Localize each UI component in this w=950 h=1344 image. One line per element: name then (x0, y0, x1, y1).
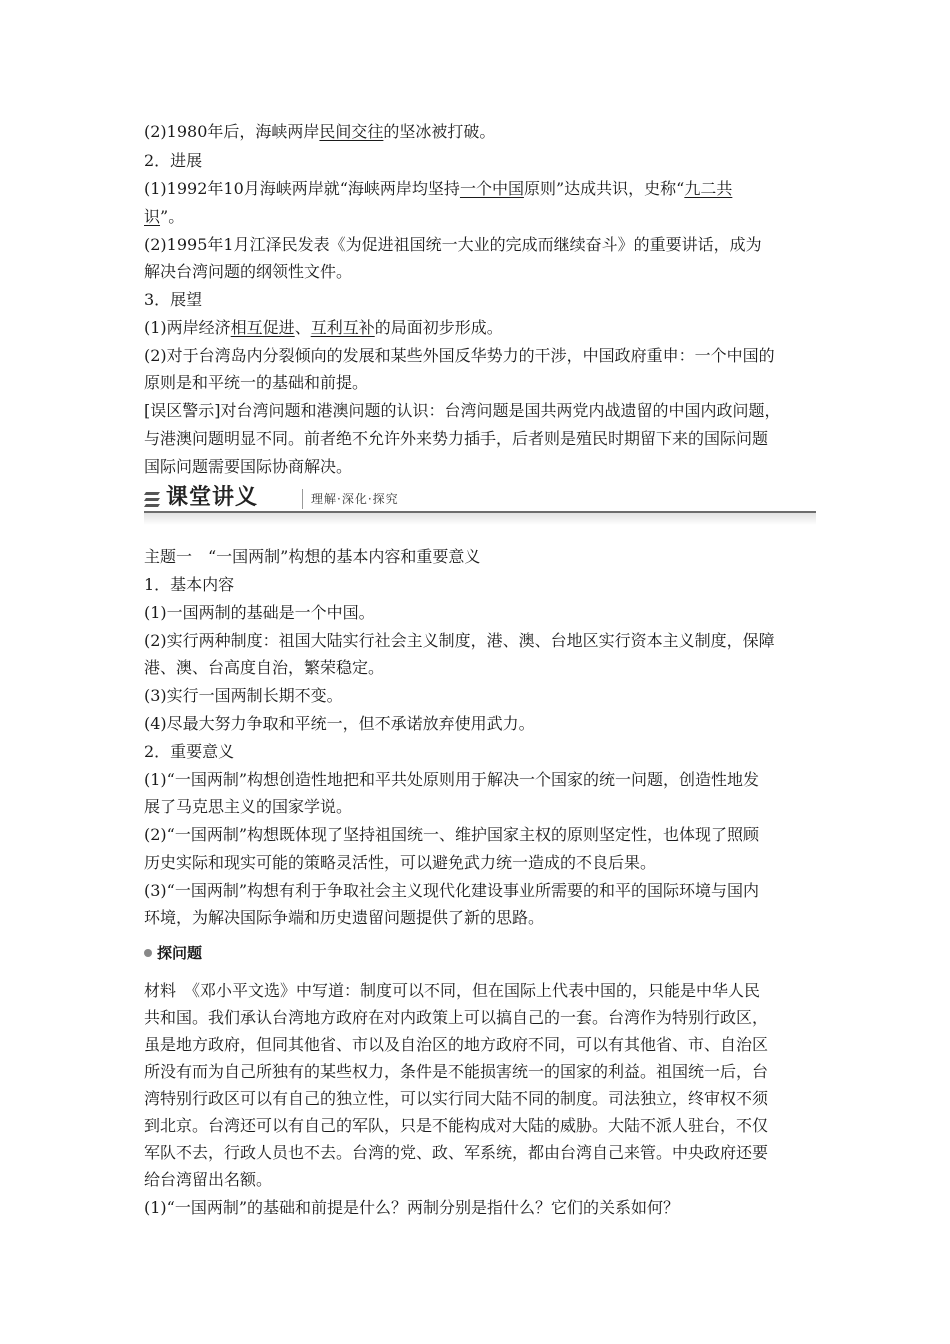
text-line: (1)一国两制的基础是一个中国。 (144, 603, 375, 622)
section-heading: 1．基本内容 (144, 575, 235, 594)
text-line (144, 206, 184, 228)
text-line: (4)尽最大努力争取和平统一，但不承诺放弃使用武力。 (144, 714, 535, 733)
underlined-answer: 相互促进 (230, 318, 295, 337)
section-heading: 2．重要意义 (144, 742, 235, 761)
text-line: 环境，为解决国际争端和历史遗留问题提供了新的思路。 (144, 908, 545, 927)
underlined-answer: 识 (144, 207, 161, 226)
material-line: 到北京。台湾还可以有自己的军队，只是不能构成对大陆的威胁。大陆不派人驻台，不仅 (144, 1116, 769, 1135)
text-segment: 的局面初步形成。 (374, 318, 503, 337)
text-segment: 、 (294, 318, 311, 337)
question-line: (1)“一国两制”的基础和前提是什么？两制分别是指什么？它们的关系如何？ (144, 1198, 680, 1217)
text-line: 解决台湾问题的纲领性文件。 (144, 262, 353, 281)
banner-title: 课堂讲义 (166, 485, 259, 510)
text-line: [误区警示]对台湾问题和港澳问题的认识：台湾问题是国共两党内战遗留的中国内政问题， (144, 401, 781, 420)
text-line (144, 121, 495, 143)
material-line: 给台湾留出名额。 (144, 1170, 273, 1189)
text-line: 国际问题需要国际协商解决。 (144, 457, 353, 476)
text-line: 与港澳问题明显不同。前者绝不允许外来势力插手，后者则是殖民时期留下来的国际问题 (144, 429, 769, 448)
section-banner (144, 484, 816, 526)
section-heading: 3．展望 (144, 290, 203, 309)
text-line: 历史实际和现实可能的策略灵活性，可以避免武力统一造成的不良后果。 (144, 853, 657, 872)
text-line: (1)“一国两制”构想创造性地把和平共处原则用于解决一个国家的统一问题，创造性地发 (144, 770, 760, 789)
bullet-icon (144, 949, 152, 957)
material-line: 共和国。我们承认台湾地方政府在对内政策上可以搞自己的一套。台湾作为特别行政区， (144, 1008, 769, 1027)
section-heading: 2．进展 (144, 151, 203, 170)
material-line: 所没有而为自己所独有的某些权力，条件是不能损害统一的国家的利益。祖国统一后，台 (144, 1062, 769, 1081)
material-line: 军队不去，行政人员也不去。台湾的党、政、军系统，都由台湾自己来管。中央政府还要 (144, 1143, 769, 1162)
underlined-answer: 一个中国 (459, 179, 524, 198)
text-line: (2)实行两种制度：祖国大陆实行社会主义制度，港、澳、台地区实行资本主义制度，保障 (144, 631, 775, 650)
material-line: 虽是地方政府，但同其他省、市以及自治区的地方政府不同，可以有其他省、市、自治区 (144, 1035, 769, 1054)
text-segment: (1)1992年10月海峡两岸就“海峡两岸均坚持 (144, 179, 460, 198)
text-line: (2)“一国两制”构想既体现了坚持祖国统一、维护国家主权的原则坚定性，也体现了照顾 (144, 825, 760, 844)
text-line: (2)1995年1月江泽民发表《为促进祖国统一大业的完成而继续奋斗》的重要讲话，成为 (144, 235, 762, 254)
text-segment: ”。 (160, 207, 185, 226)
text-segment: 的坚冰被打破。 (383, 122, 496, 141)
topic-title: 主题一 “一国两制”构想的基本内容和重要意义 (144, 547, 481, 566)
explore-heading (144, 942, 202, 964)
banner-subtitle: 理解·深化·探究 (302, 489, 399, 509)
underlined-answer: 互利互补 (310, 318, 375, 337)
text-segment: (1)两岸经济 (144, 318, 231, 337)
underlined-answer: 民间交往 (319, 122, 384, 141)
text-line (144, 317, 503, 339)
divider-shade (144, 513, 816, 525)
text-line: 港、澳、台高度自治，繁荣稳定。 (144, 658, 385, 677)
text-line: (3)“一国两制”构想有利于争取社会主义现代化建设事业所需要的和平的国际环境与国内 (144, 881, 760, 900)
stripes-icon (144, 490, 162, 510)
underlined-answer: 九二共 (684, 179, 733, 198)
material-line: 湾特别行政区可以有自己的独立性，可以实行同大陆不同的制度。司法独立，终审权不须 (144, 1089, 769, 1108)
text-segment: 原则”达成共识，史称“ (523, 179, 685, 198)
text-line: 原则是和平统一的基础和前提。 (144, 373, 369, 392)
material-line: 材料 《邓小平文选》中写道：制度可以不同，但在国际上代表中国的，只能是中华人民 (144, 981, 761, 1000)
text-segment: (2)1980年后，海峡两岸 (144, 122, 320, 141)
explore-heading-label: 探问题 (157, 944, 203, 962)
text-line: (3)实行一国两制长期不变。 (144, 686, 343, 705)
text-line (144, 178, 732, 200)
text-line: (2)对于台湾岛内分裂倾向的发展和某些外国反华势力的干涉，中国政府重申：一个中国的 (144, 346, 775, 365)
text-line: 展了马克思主义的国家学说。 (144, 797, 353, 816)
